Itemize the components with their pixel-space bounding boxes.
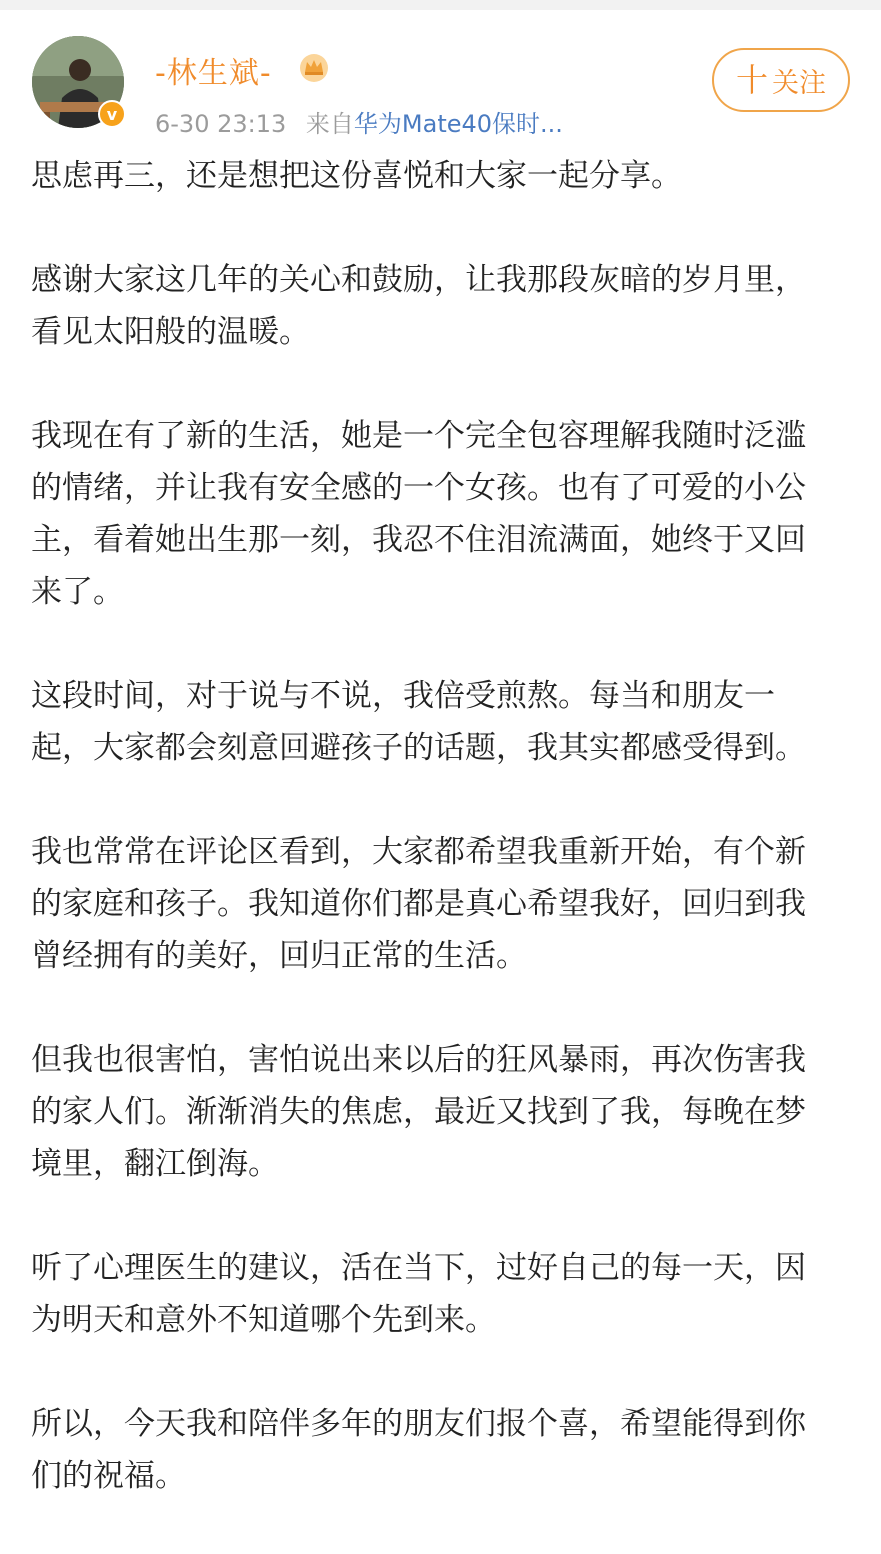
plus-icon: 十 xyxy=(735,61,768,99)
paragraph: 思虑再三，还是想把这份喜悦和大家一起分享。 xyxy=(31,158,682,194)
follow-button[interactable] xyxy=(712,48,850,112)
follow-label: 关注 xyxy=(772,67,826,99)
crown-icon xyxy=(298,52,330,82)
top-strip xyxy=(0,0,881,10)
post-timestamp: 6-30 23:13 xyxy=(155,110,287,138)
paragraph: 感谢大家这几年的关心和鼓励，让我那段灰暗的岁月里，看见太阳般的温暖。 xyxy=(31,262,806,350)
paragraph: 所以，今天我和陪伴多年的朋友们报个喜，希望能得到你们的祝福。 xyxy=(31,1406,806,1494)
paragraph: 听了心理医生的建议，活在当下，过好自己的每一天，因为明天和意外不知道哪个先到来。 xyxy=(31,1250,806,1338)
verified-badge-icon: v xyxy=(98,100,126,128)
paragraph: 这段时间，对于说与不说，我倍受煎熬。每当和朋友一起，大家都会刻意回避孩子的话题，我其实都感受得到。 xyxy=(31,678,806,766)
paragraph: 我也常常在评论区看到，大家都希望我重新开始，有个新的家庭和孩子。我知道你们都是真心希望我好，回归到我曾经拥有的美好，回归正常的生活。 xyxy=(31,834,806,974)
source-device[interactable]: 华为Mate40保时... xyxy=(353,110,563,138)
paragraph: 但我也很害怕，害怕说出来以后的狂风暴雨，再次伤害我的家人们。渐渐消失的焦虑，最近又找到了我，每晚在梦境里，翻江倒海。 xyxy=(31,1042,806,1182)
source-prefix: 来自 xyxy=(305,110,354,138)
post-meta xyxy=(155,104,563,139)
post-content xyxy=(31,150,831,1554)
post-header xyxy=(0,10,881,140)
paragraph: 我现在有了新的生活，她是一个完全包容理解我随时泛滥的情绪，并让我有安全感的一个女孩。也有了可爱的小公主，看着她出生那一刻，我忍不住泪流满面，她终于又回来了。 xyxy=(31,418,806,610)
author-name[interactable]: -林生斌- xyxy=(155,56,272,91)
